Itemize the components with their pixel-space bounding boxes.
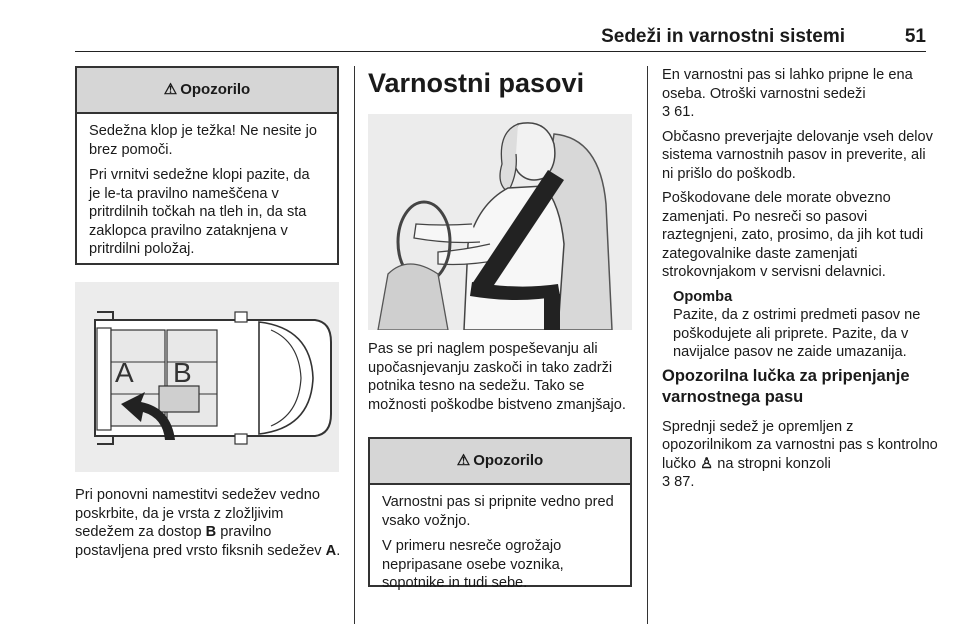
seatbelt-warning-icon: ♙	[700, 455, 714, 472]
warning-triangle-icon: ⚠	[163, 81, 178, 98]
column-divider-1	[354, 66, 355, 624]
seat-belt-illustration	[368, 114, 632, 330]
column-3	[662, 66, 938, 498]
paragraph: En varnostni pas si lahko pripne le ena oseba. Otroški varnostni sedeži 3 61.	[662, 67, 913, 120]
warning-heading: ⚠ Opozorilo	[370, 439, 630, 485]
ref-a: A	[325, 542, 337, 559]
warning-heading: ⚠ Opozorilo	[77, 68, 337, 114]
seat-label-b: B	[173, 357, 192, 388]
paragraph: Sprednji sedež je opremljen z opozorilnikom za varnostni pas s kontrolno lučko ♙ na stropni konzoli 3 87.	[662, 418, 938, 490]
header-rule	[75, 51, 926, 52]
warning-paragraph: Varnostni pas si pripnite vedno pred vsako vožnjo.	[382, 494, 614, 529]
warning-box-seat-bench	[75, 66, 339, 265]
warning-paragraph: Sedežna klop je težka! Ne nesite jo brez pomoči.	[89, 123, 317, 158]
warning-triangle-icon: ⚠	[456, 452, 471, 469]
warning-body	[77, 114, 337, 259]
section-title: Varnostni pasovi	[368, 68, 585, 98]
note-heading: Opomba	[673, 288, 733, 305]
page-ref: 3 61.	[662, 104, 695, 120]
seat-label-a: A	[115, 357, 134, 388]
warning-body	[370, 485, 630, 593]
page-ref: 3 87.	[662, 474, 695, 490]
header-title: Sedeži in varnostni sistemi	[601, 26, 845, 47]
paragraph: Občasno preverjajte delovanje vseh delov sistema varnostnih pasov in preverite, ali ni prišlo do poškodb.	[662, 128, 933, 182]
column-divider-2	[647, 66, 648, 624]
page-number: 51	[904, 26, 926, 47]
note-block	[662, 288, 938, 362]
subheading: Opozorilna lučka za pripenjanje varnostnega pasu	[662, 366, 910, 406]
paragraph: Poškodovane dele morate obvezno zamenjati. Po nesreči so pasovi raztegnjeni, zato, prosimo, da jih kot tudi zategovalnike daste zamenjati strokovnjakom v servisni delavnici.	[662, 190, 924, 280]
seat-reinstall-text: Pri ponovni namestitvi sedežev vedno poskrbite, da je vrsta z zložljivim sedežem za dostop B pravilno postavljena pred vrsto fiksnih sedežev A.	[75, 487, 341, 559]
warning-paragraph: Pri vrnitvi sedežne klopi pazite, da je le-ta pravilno nameščena v pritrdilnih točkah na tleh in, da sta zaklopca pravilno zataknjena v pritrdilni položaj.	[89, 167, 310, 257]
warning-box-seat-belt	[368, 437, 632, 591]
note-text: Pazite, da z ostrimi predmeti pasov ne poškodujete ali priprete. Pazite, da v navijalce pasov ne zaide umazanija.	[673, 307, 921, 360]
warning-paragraph: V primeru nesreče ogrožajo nepripasane osebe voznika, sopotnike in tudi sebe.	[382, 538, 564, 591]
belt-intro-text: Pas se pri naglem pospeševanju ali upočasnjevanju zaskoči in tako zadrži potnika tesno na sedežu. Tako se možnosti poškodbe bistveno zmanjšajo.	[368, 341, 626, 413]
seat-layout-illustration	[75, 282, 339, 472]
ref-b: B	[205, 524, 217, 540]
